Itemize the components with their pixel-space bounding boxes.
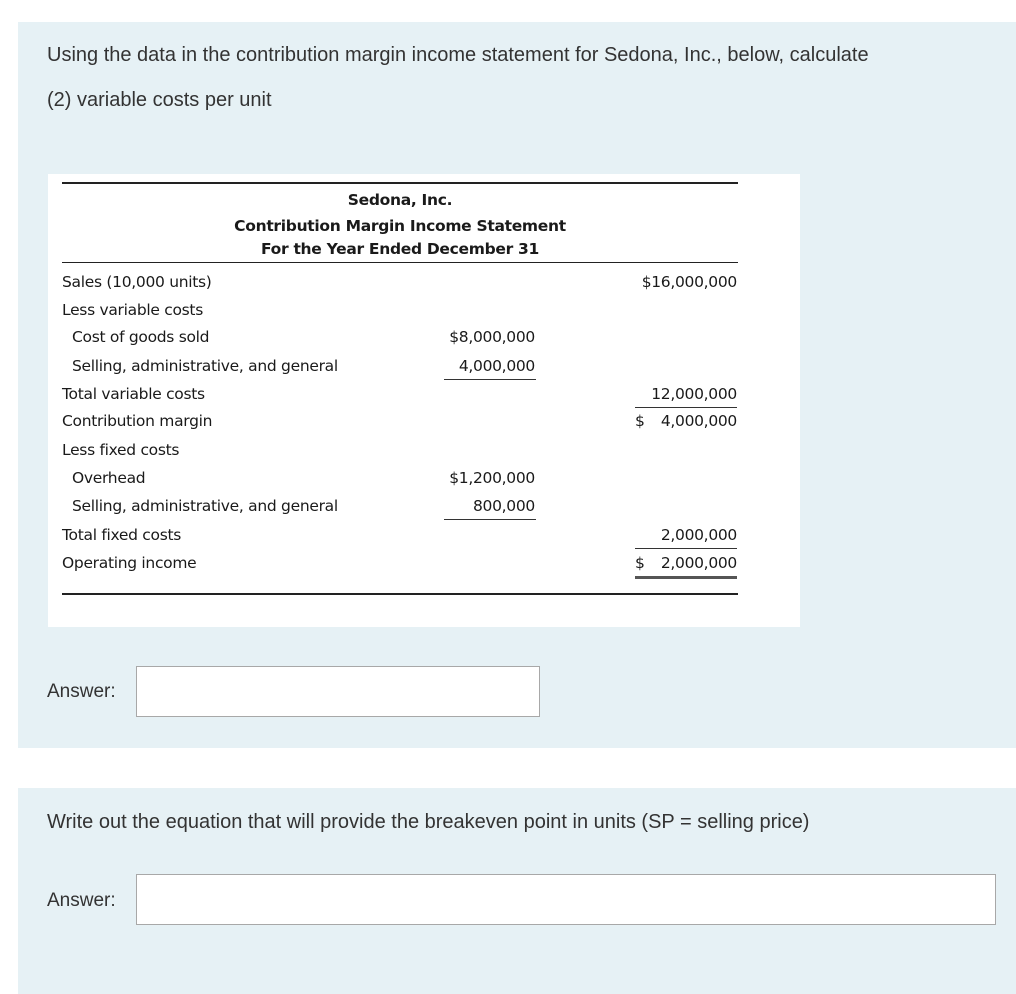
statement-company: Sedona, Inc. <box>347 191 453 209</box>
total-variable-underline <box>635 407 737 408</box>
question-2-answer-input[interactable] <box>136 874 996 925</box>
total-variable-costs-label: Total variable costs <box>62 385 205 403</box>
statement-header-rule <box>62 262 738 263</box>
fixed-sga-value: 800,000 <box>473 497 535 515</box>
question-1-answer-input[interactable] <box>136 666 540 717</box>
variable-sga-label: Selling, administrative, and general <box>72 357 338 375</box>
income-statement <box>48 174 800 627</box>
statement-title: Contribution Margin Income Statement <box>234 217 566 235</box>
question-1-text-line-1: Using the data in the contribution margin income statement for Sedona, Inc., below, calculate <box>47 44 869 66</box>
variable-sga-value: 4,000,000 <box>458 357 535 375</box>
cogs-value: $8,000,000 <box>449 328 535 346</box>
overhead-value: $1,200,000 <box>449 469 535 487</box>
contribution-margin-amount <box>635 412 737 432</box>
statement-bottom-rule <box>62 593 738 595</box>
operating-income-double-underline <box>635 576 737 579</box>
question-2-panel <box>18 788 1016 994</box>
total-variable-costs-value: 12,000,000 <box>651 385 737 403</box>
total-fixed-costs-label: Total fixed costs <box>62 526 182 544</box>
fixed-sga-label: Selling, administrative, and general <box>72 497 338 515</box>
variable-sga-underline <box>444 379 536 380</box>
cogs-label: Cost of goods sold <box>72 328 210 346</box>
fixed-sga-underline <box>444 519 536 520</box>
question-1-text-line-2: (2) variable costs per unit <box>47 89 272 111</box>
total-fixed-underline <box>635 548 737 549</box>
contribution-margin-value: 4,000,000 <box>660 412 737 430</box>
question-1-answer-label: Answer: <box>47 681 116 702</box>
less-fixed-costs-label: Less fixed costs <box>62 441 180 459</box>
overhead-label: Overhead <box>72 469 146 487</box>
contribution-margin-label: Contribution margin <box>62 412 213 430</box>
operating-income-value: 2,000,000 <box>660 554 737 572</box>
contribution-margin-dollar-sign: $ <box>635 412 645 430</box>
statement-period: For the Year Ended December 31 <box>261 240 539 258</box>
statement-top-rule <box>62 182 738 184</box>
total-fixed-costs-value: 2,000,000 <box>660 526 737 544</box>
sales-label: Sales (10,000 units) <box>62 273 212 291</box>
less-variable-costs-label: Less variable costs <box>62 301 203 319</box>
question-1-panel <box>18 22 1016 748</box>
operating-income-dollar-sign: $ <box>635 554 645 572</box>
sales-value: $16,000,000 <box>641 273 737 291</box>
operating-income-amount <box>635 554 737 574</box>
question-2-text: Write out the equation that will provide the breakeven point in units (SP = selling price) <box>47 811 810 833</box>
operating-income-label: Operating income <box>62 554 197 572</box>
question-2-answer-label: Answer: <box>47 890 116 911</box>
